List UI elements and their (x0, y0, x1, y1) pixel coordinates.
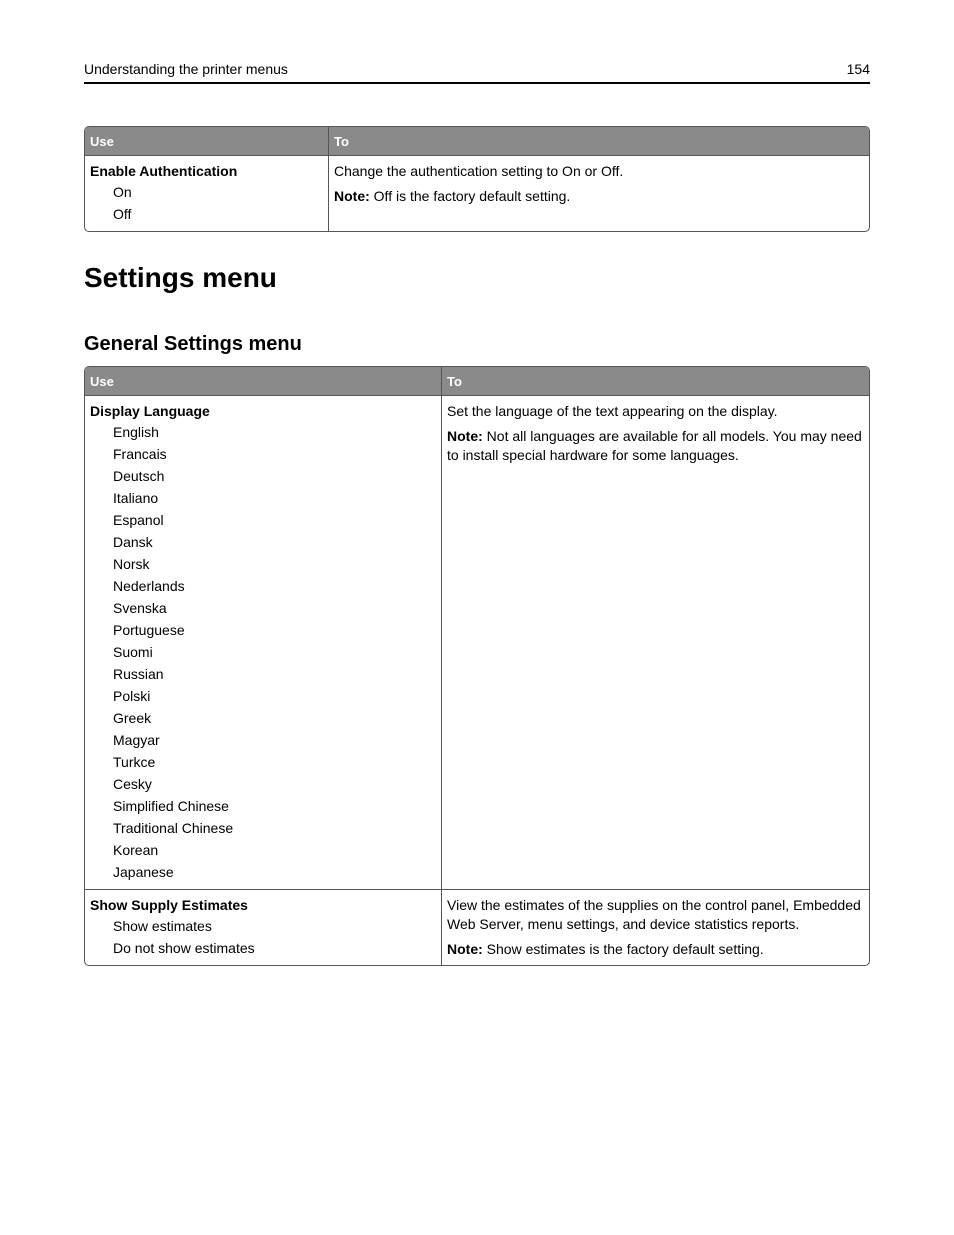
menu-option: Show estimates (113, 918, 212, 934)
menu-option: Svenska (113, 600, 167, 616)
menu-option: Traditional Chinese (113, 820, 234, 836)
menu-option: Francais (113, 446, 167, 462)
note (334, 187, 864, 206)
menu-option: Russian (113, 666, 164, 682)
menu-option: Espanol (113, 512, 164, 528)
menu-option: Deutsch (113, 468, 165, 484)
table-row (85, 889, 869, 965)
to-cell (441, 889, 869, 965)
use-cell (85, 889, 441, 965)
page-header (84, 60, 870, 84)
column-header-use: Use (85, 127, 328, 155)
menu-option: Japanese (113, 864, 174, 880)
note-text: Show estimates is the factory default setting. (482, 941, 764, 957)
menu-option: Italiano (113, 490, 159, 506)
use-cell (85, 395, 441, 889)
note (447, 940, 864, 959)
menu-option: Off (113, 206, 132, 222)
menu-option: On (113, 184, 132, 200)
page-number: 154 (846, 61, 870, 77)
enable-authentication-table (84, 126, 870, 232)
menu-option: Suomi (113, 644, 153, 660)
menu-item-title: Enable Authentication (90, 163, 238, 179)
note-label: Note: (447, 428, 483, 444)
menu-option: English (113, 424, 159, 440)
to-cell (328, 155, 869, 231)
menu-option: Greek (113, 710, 152, 726)
table-row (85, 395, 869, 889)
column-header-to: To (441, 367, 869, 395)
note (447, 427, 864, 465)
menu-option: Do not show estimates (113, 940, 255, 956)
menu-option: Turkce (113, 754, 156, 770)
menu-option: Dansk (113, 534, 153, 550)
menu-option: Korean (113, 842, 159, 858)
menu-item-title: Show Supply Estimates (90, 897, 248, 913)
note-text: Off is the factory default setting. (369, 188, 571, 204)
note-text: Not all languages are available for all models. You may need to install special hardware for some languages. (447, 428, 862, 463)
use-cell (85, 155, 328, 231)
header-title: Understanding the printer menus (84, 61, 288, 77)
column-header-use: Use (85, 367, 441, 395)
section-title: Settings menu (84, 262, 277, 293)
description: View the estimates of the supplies on the control panel, Embedded Web Server, menu settings, and device statistics reports. (447, 897, 861, 932)
column-header-to: To (328, 127, 869, 155)
description: Change the authentication setting to On or Off. (334, 163, 624, 179)
general-settings-table (84, 366, 870, 966)
menu-option: Magyar (113, 732, 160, 748)
menu-option: Polski (113, 688, 151, 704)
to-cell (441, 395, 869, 889)
description: Set the language of the text appearing on the display. (447, 403, 778, 419)
note-label: Note: (334, 188, 370, 204)
subsection-title: General Settings menu (84, 333, 302, 355)
note-label: Note: (447, 941, 483, 957)
menu-item-title: Display Language (90, 403, 210, 419)
menu-option: Norsk (113, 556, 150, 572)
menu-option: Nederlands (113, 578, 185, 594)
menu-option: Portuguese (113, 622, 185, 638)
menu-option: Simplified Chinese (113, 798, 229, 814)
menu-option: Cesky (113, 776, 152, 792)
table-row (85, 155, 869, 231)
